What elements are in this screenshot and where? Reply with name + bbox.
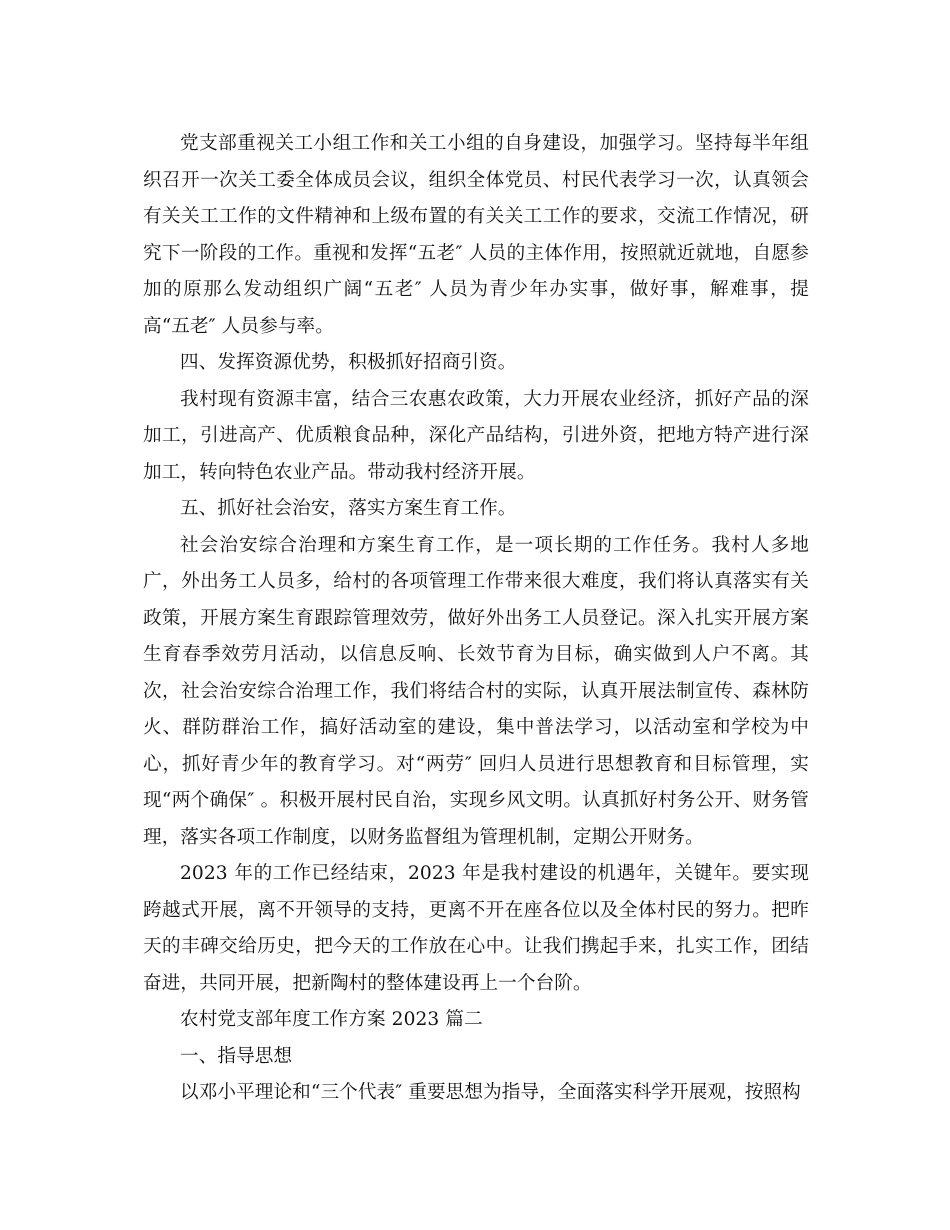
- heading-guiding-thought: 一、指导思想: [180, 1045, 293, 1067]
- document-body: [143, 126, 809, 1112]
- paragraph-public-security: 社会治安综合治理和方案生育工作，是一项长期的工作任务。我村人多地广，外出务工人员多，给村的各项管理工作带来很大难度，我们将认真落实有关政策，开展方案生育跟踪管理效劳，做好外出务工人员登记。深入扎实开展方案生育春季效劳月活动，以信息反响、长效节育为目标，确实做到人户不离。其次，社会治安综合治理工作，我们将结合村的实际，认真开展法制宣传、森林防火、群防群治工作，搞好活动室的建设，集中普法学习，以活动室和学校为中心，抓好青少年的教育学习。对“两劳″ 回归人员进行思想教育和目标管理，实现“两个确保″ 。积极开展村民自治，实现乡风文明。认真抓好村务公开、财务管理，落实各项工作制度，以财务监督组为管理机制，定期公开财务。: [143, 534, 809, 848]
- paragraph-year-summary: 2023 年的工作已经结束，2023 年是我村建设的机遇年，关键年。要实现跨越式开展，离不开领导的支持，更离不开在座各位以及全体村民的努力。把昨天的丰碑交给历史，把今天的工作放在心中。让我们携起手来，扎实工作，团结奋进，共同开展，把新陶村的整体建设再上一个台阶。: [143, 863, 809, 994]
- paragraph-resources: 我村现有资源丰富，结合三农惠农政策，大力开展农业经济，抓好产品的深加工，引进高产、优质粮食品种，深化产品结构，引进外资，把地方特产进行深加工，转向特色农业产品。带动我村经济开展。: [143, 388, 809, 483]
- heading-section-five: 五、抓好社会治安，落实方案生育工作。: [180, 498, 517, 519]
- paragraph-guiding-thought: 以邓小平理论和“三个代表″ 重要思想为指导，全面落实科学开展观，按照构: [180, 1082, 801, 1103]
- heading-section-four: 四、发挥资源优势，积极抓好招商引资。: [180, 352, 517, 373]
- heading-part-two: 农村党支部年度工作方案 2023 篇二: [180, 1009, 483, 1030]
- paragraph-party-branch-care-work: 党支部重视关工小组工作和关工小组的自身建设，加强学习。坚持每半年组织召开一次关工委全体成员会议，组织全体党员、村民代表学习一次，认真领会有关关工工作的文件精神和上级布置的有关关工工作的要求，交流工作情况，研究下一阶段的工作。重视和发挥“五老″ 人员的主体作用，按照就近就地，自愿参加的原那么发动组织广阔“五老″ 人员为青少年办实事，做好事，解难事，提高“五老″ 人员参与率。: [143, 133, 809, 337]
